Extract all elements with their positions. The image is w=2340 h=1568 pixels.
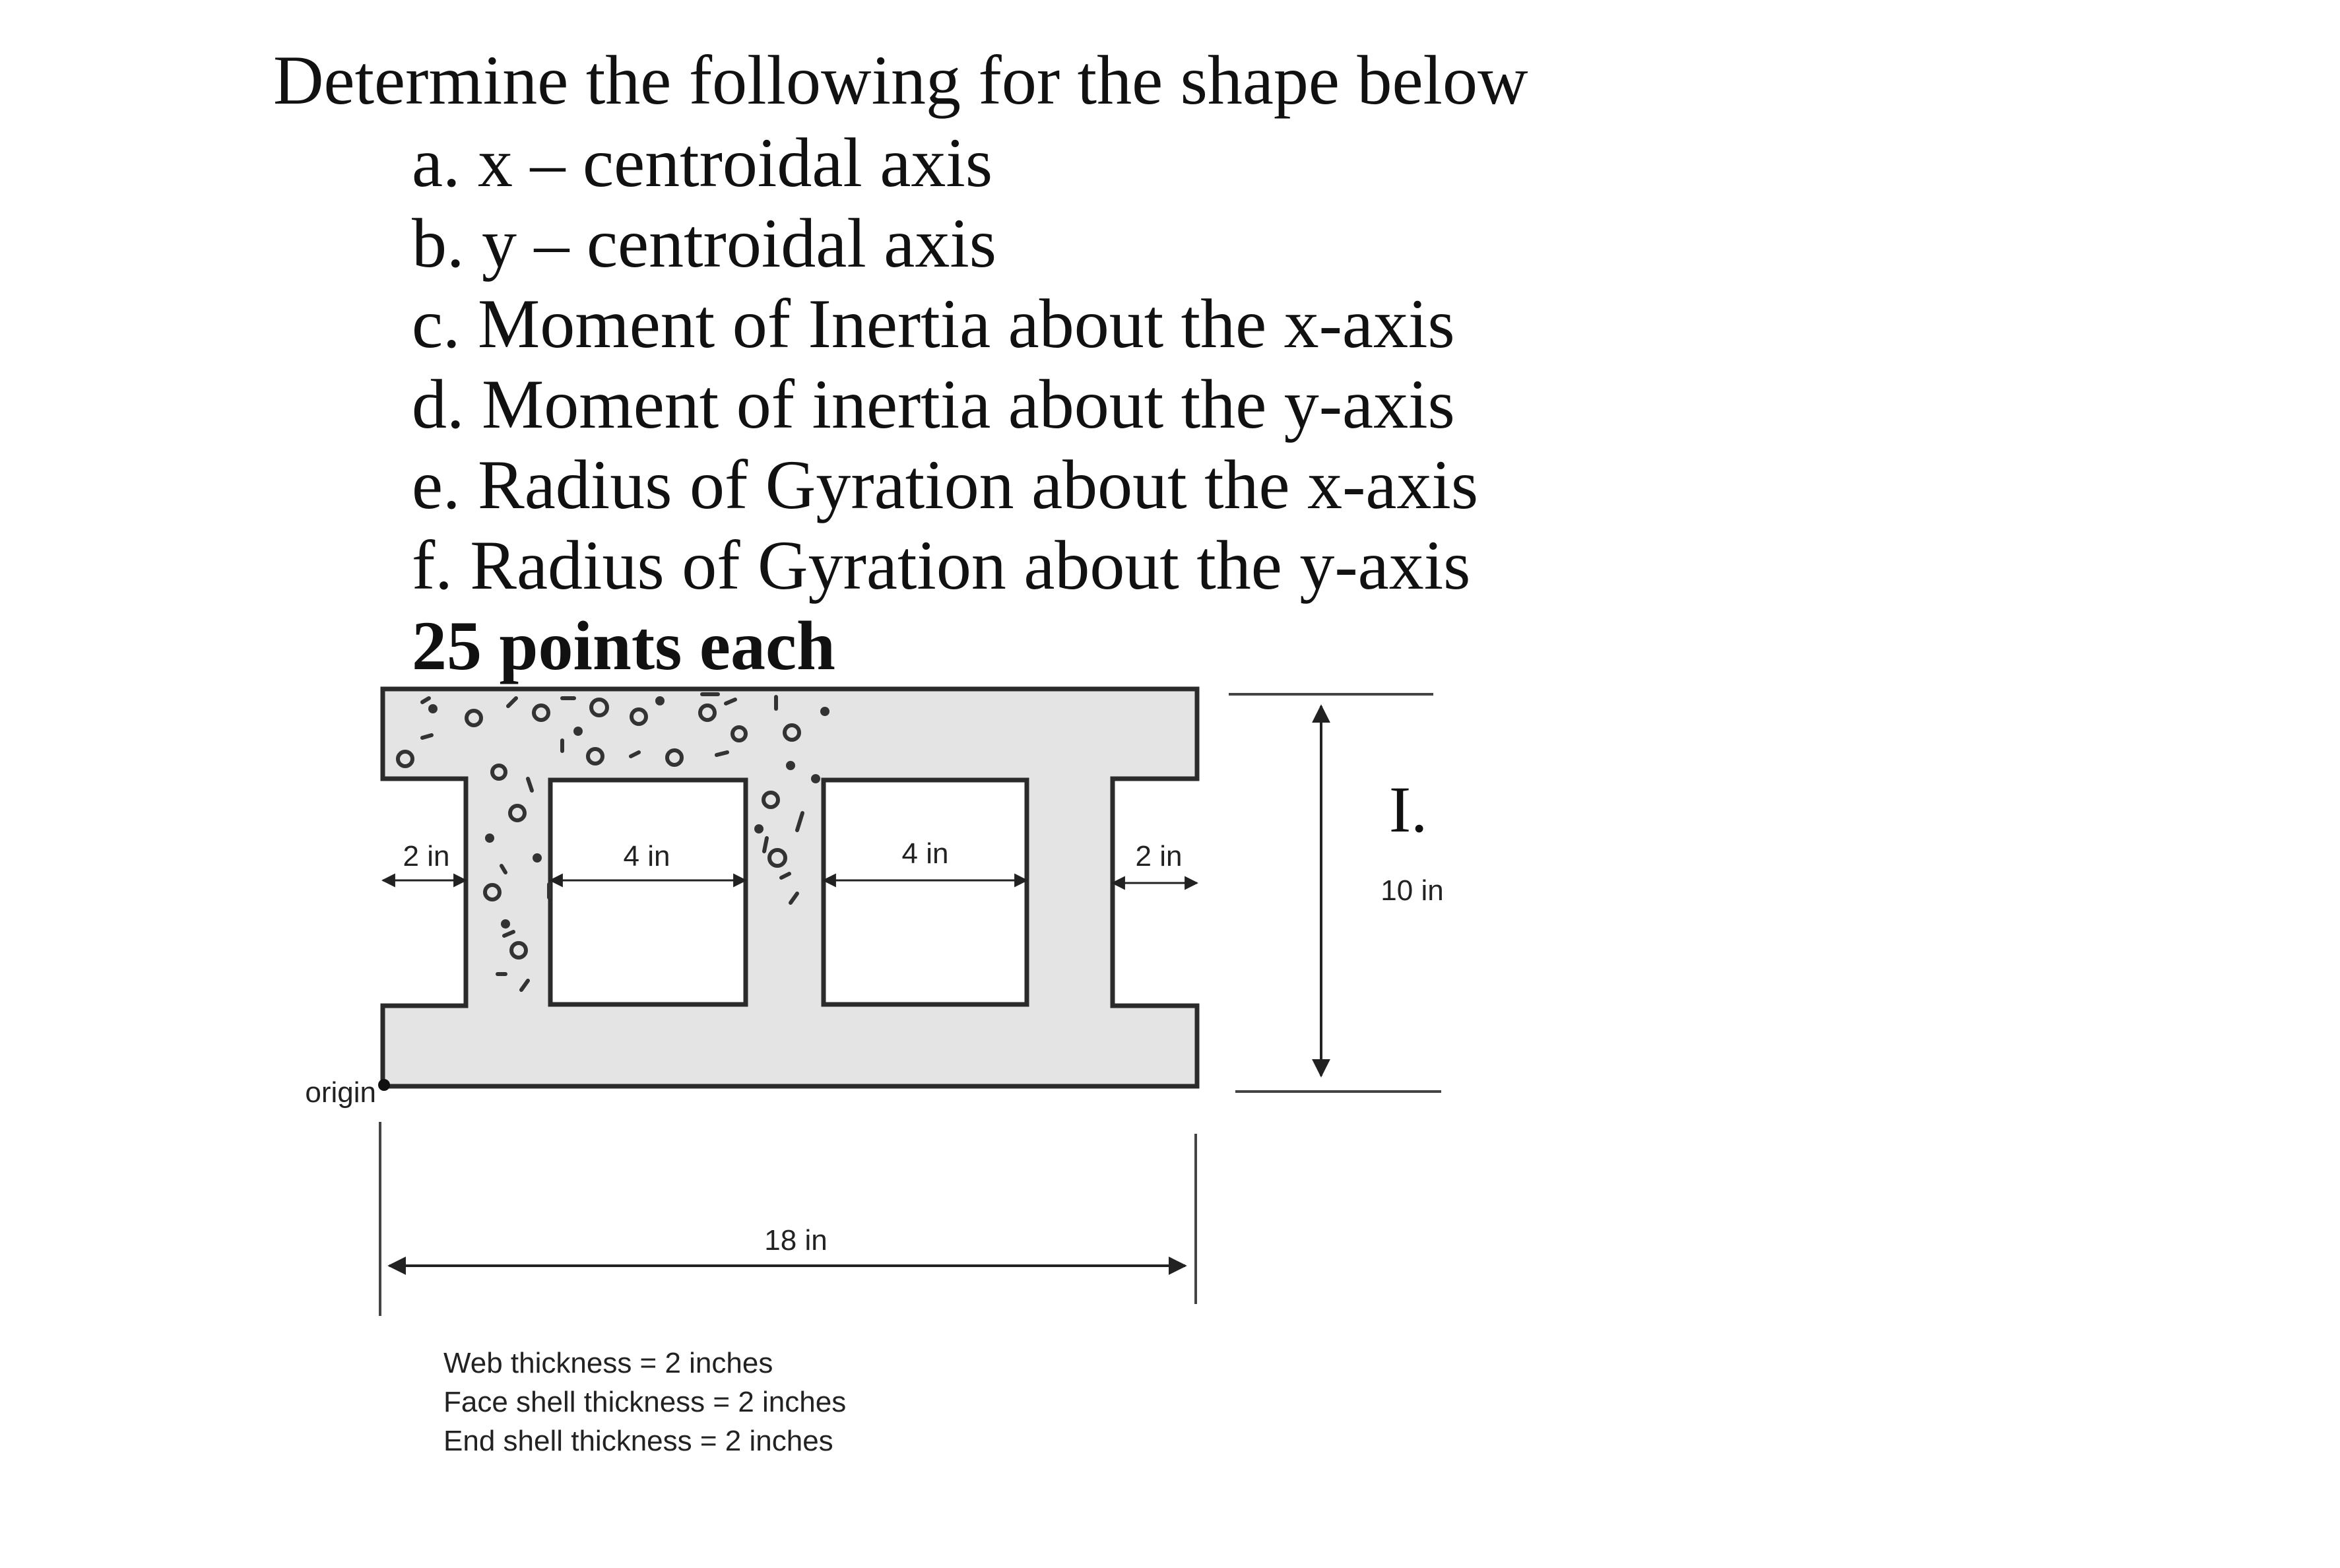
dim-cell-right: 4 in (901, 837, 949, 870)
block-outline (383, 689, 1197, 1086)
thickness-notes (443, 1344, 846, 1460)
note-end-shell-thickness: End shell thickness = 2 inches (443, 1425, 833, 1457)
dim-end-shell-left: 2 in (403, 840, 450, 872)
section-label: I. (1388, 773, 1428, 846)
dim-height: 10 in (1381, 874, 1444, 907)
problem-heading: Determine the following for the shape below (273, 42, 1528, 119)
cell-left (550, 780, 746, 1004)
task-item: d. Moment of inertia about the y-axis (412, 366, 1455, 443)
task-item: e. Radius of Gyration about the x-axis (412, 446, 1479, 523)
dim-width: 18 in (764, 1224, 828, 1257)
origin-point (378, 1079, 390, 1091)
note-face-shell-thickness: Face shell thickness = 2 inches (443, 1386, 847, 1418)
cell-right (824, 780, 1027, 1004)
task-item: c. Moment of Inertia about the x-axis (412, 285, 1455, 362)
dim-end-shell-right: 2 in (1135, 840, 1183, 872)
dim-cell-left: 4 in (623, 840, 670, 872)
origin-label: origin (305, 1076, 376, 1109)
task-item: a. x – centroidal axis (412, 124, 993, 201)
task-item: f. Radius of Gyration about the y-axis (412, 527, 1471, 604)
note-web-thickness: Web thickness = 2 inches (443, 1347, 773, 1379)
task-item: b. y – centroidal axis (412, 205, 997, 282)
points-label: 25 points each (412, 607, 835, 684)
